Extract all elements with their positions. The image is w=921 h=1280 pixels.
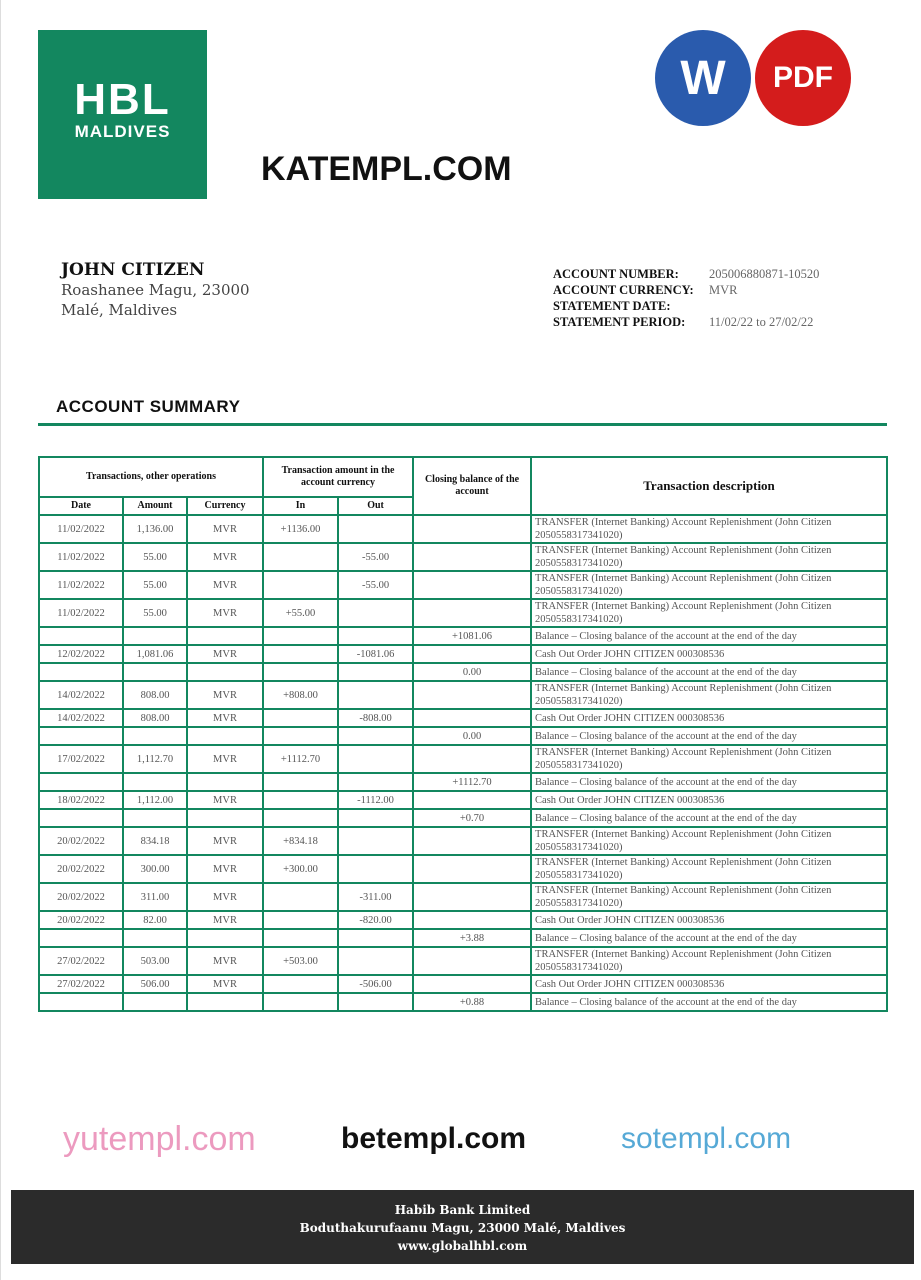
cell-amount: 1,112.00 <box>123 791 187 809</box>
cell-amount: 1,081.06 <box>123 645 187 663</box>
cell-date: 18/02/2022 <box>39 791 123 809</box>
cell-closing-balance: 0.00 <box>413 663 531 681</box>
cell-description: Balance – Closing balance of the account at the end of the day <box>531 929 887 947</box>
cell-description: Balance – Closing balance of the account at the end of the day <box>531 773 887 791</box>
cell-out <box>338 929 413 947</box>
cell-out: -506.00 <box>338 975 413 993</box>
cell-in: +808.00 <box>263 681 338 709</box>
cell-closing-balance <box>413 911 531 929</box>
table-row <box>39 727 887 745</box>
header-currency: Currency <box>187 497 263 515</box>
cell-in <box>263 627 338 645</box>
header-amount: Amount <box>123 497 187 515</box>
cell-out <box>338 855 413 883</box>
customer-address-2: Malé, Maldives <box>61 301 178 319</box>
cell-out: -311.00 <box>338 883 413 911</box>
table-row <box>39 681 887 709</box>
account-info <box>553 266 819 330</box>
cell-currency <box>187 809 263 827</box>
cell-closing-balance <box>413 543 531 571</box>
cell-closing-balance <box>413 883 531 911</box>
cell-amount: 808.00 <box>123 709 187 727</box>
cell-amount: 808.00 <box>123 681 187 709</box>
cell-currency: MVR <box>187 515 263 543</box>
footer-bank-name: Habib Bank Limited <box>394 1203 531 1217</box>
header-description: Transaction description <box>531 457 887 515</box>
cell-amount: 311.00 <box>123 883 187 911</box>
statement-period-label: STATEMENT PERIOD: <box>553 315 686 329</box>
cell-in <box>263 929 338 947</box>
cell-currency: MVR <box>187 645 263 663</box>
cell-date <box>39 993 123 1011</box>
cell-date: 20/02/2022 <box>39 855 123 883</box>
cell-amount: 82.00 <box>123 911 187 929</box>
cell-date: 14/02/2022 <box>39 681 123 709</box>
statement-period: 11/02/22 to 27/02/22 <box>709 315 814 329</box>
cell-closing-balance <box>413 645 531 663</box>
cell-date: 20/02/2022 <box>39 883 123 911</box>
cell-in: +300.00 <box>263 855 338 883</box>
cell-closing-balance: +1081.06 <box>413 627 531 645</box>
table-row <box>39 791 887 809</box>
cell-closing-balance <box>413 515 531 543</box>
cell-closing-balance <box>413 947 531 975</box>
logo-sub-text: MALDIVES <box>74 122 171 141</box>
cell-currency: MVR <box>187 709 263 727</box>
cell-description: TRANSFER (Internet Banking) Account Replenishment (John Citizen 2050558317341020) <box>531 599 887 627</box>
logo-main-text: HBL <box>74 75 171 124</box>
cell-out <box>338 993 413 1011</box>
cell-currency: MVR <box>187 571 263 599</box>
customer-block <box>61 260 250 320</box>
cell-amount <box>123 929 187 947</box>
watermark-katempl: KATEMPL.COM <box>261 150 512 188</box>
cell-currency: MVR <box>187 827 263 855</box>
cell-date <box>39 663 123 681</box>
account-currency: MVR <box>709 283 738 297</box>
cell-currency <box>187 993 263 1011</box>
table-row <box>39 911 887 929</box>
cell-out <box>338 947 413 975</box>
cell-date: 14/02/2022 <box>39 709 123 727</box>
cell-description: Cash Out Order JOHN CITIZEN 000308536 <box>531 709 887 727</box>
header-date: Date <box>39 497 123 515</box>
cell-out: -1081.06 <box>338 645 413 663</box>
cell-amount <box>123 627 187 645</box>
table-row <box>39 627 887 645</box>
cell-closing-balance <box>413 855 531 883</box>
table-row <box>39 855 887 883</box>
table-row <box>39 975 887 993</box>
watermark-betempl: betempl.com <box>341 1122 527 1155</box>
cell-date: 20/02/2022 <box>39 911 123 929</box>
cell-out: -1112.00 <box>338 791 413 809</box>
cell-in <box>263 727 338 745</box>
cell-description: Balance – Closing balance of the account at the end of the day <box>531 663 887 681</box>
footer-address: Boduthakurufaanu Magu, 23000 Malé, Maldives <box>299 1221 626 1235</box>
cell-currency: MVR <box>187 681 263 709</box>
cell-currency: MVR <box>187 911 263 929</box>
cell-out <box>338 663 413 681</box>
cell-description: TRANSFER (Internet Banking) Account Replenishment (John Citizen 2050558317341020) <box>531 745 887 773</box>
cell-currency <box>187 773 263 791</box>
cell-closing-balance <box>413 791 531 809</box>
customer-name: JOHN CITIZEN <box>61 260 205 280</box>
cell-description: TRANSFER (Internet Banking) Account Replenishment (John Citizen 2050558317341020) <box>531 947 887 975</box>
table-row <box>39 929 887 947</box>
cell-amount: 506.00 <box>123 975 187 993</box>
cell-closing-balance: +0.88 <box>413 993 531 1011</box>
cell-in <box>263 709 338 727</box>
table-row <box>39 773 887 791</box>
cell-amount <box>123 809 187 827</box>
cell-closing-balance: 0.00 <box>413 727 531 745</box>
cell-in <box>263 911 338 929</box>
cell-description: Balance – Closing balance of the account at the end of the day <box>531 627 887 645</box>
cell-date: 20/02/2022 <box>39 827 123 855</box>
cell-out <box>338 809 413 827</box>
cell-date <box>39 627 123 645</box>
cell-amount <box>123 663 187 681</box>
cell-description: Balance – Closing balance of the account at the end of the day <box>531 727 887 745</box>
cell-amount: 55.00 <box>123 571 187 599</box>
cell-out: -55.00 <box>338 571 413 599</box>
cell-in: +1112.70 <box>263 745 338 773</box>
cell-in: +503.00 <box>263 947 338 975</box>
cell-currency: MVR <box>187 883 263 911</box>
cell-closing-balance <box>413 827 531 855</box>
cell-out: -808.00 <box>338 709 413 727</box>
cell-currency <box>187 929 263 947</box>
cell-date: 11/02/2022 <box>39 571 123 599</box>
cell-closing-balance <box>413 709 531 727</box>
header-in: In <box>263 497 338 515</box>
cell-description: TRANSFER (Internet Banking) Account Replenishment (John Citizen 2050558317341020) <box>531 883 887 911</box>
cell-amount: 503.00 <box>123 947 187 975</box>
cell-in <box>263 809 338 827</box>
table-row <box>39 809 887 827</box>
cell-amount: 55.00 <box>123 543 187 571</box>
cell-description: TRANSFER (Internet Banking) Account Replenishment (John Citizen 2050558317341020) <box>531 681 887 709</box>
cell-out <box>338 727 413 745</box>
cell-amount <box>123 993 187 1011</box>
cell-currency <box>187 727 263 745</box>
cell-in <box>263 975 338 993</box>
cell-in <box>263 663 338 681</box>
account-number-label: ACCOUNT NUMBER: <box>553 267 679 281</box>
table-row <box>39 645 887 663</box>
cell-amount: 834.18 <box>123 827 187 855</box>
cell-description: TRANSFER (Internet Banking) Account Replenishment (John Citizen 2050558317341020) <box>531 855 887 883</box>
cell-date <box>39 809 123 827</box>
account-currency-label: ACCOUNT CURRENCY: <box>553 283 694 297</box>
hbl-logo <box>38 30 207 199</box>
cell-date: 11/02/2022 <box>39 515 123 543</box>
cell-description: TRANSFER (Internet Banking) Account Replenishment (John Citizen 2050558317341020) <box>531 571 887 599</box>
customer-address-1: Roashanee Magu, 23000 <box>61 281 250 299</box>
watermark-yutempl: yutempl.com <box>63 1120 256 1158</box>
cell-currency <box>187 627 263 645</box>
cell-out <box>338 773 413 791</box>
cell-closing-balance <box>413 571 531 599</box>
cell-out: -55.00 <box>338 543 413 571</box>
cell-amount: 1,136.00 <box>123 515 187 543</box>
cell-out <box>338 599 413 627</box>
account-summary-title: ACCOUNT SUMMARY <box>56 397 241 416</box>
table-row <box>39 883 887 911</box>
cell-date: 27/02/2022 <box>39 947 123 975</box>
table-row <box>39 993 887 1011</box>
cell-closing-balance: +0.70 <box>413 809 531 827</box>
table-row <box>39 827 887 855</box>
cell-in <box>263 993 338 1011</box>
watermark-sotempl: sotempl.com <box>621 1122 792 1155</box>
table-row <box>39 571 887 599</box>
cell-description: TRANSFER (Internet Banking) Account Replenishment (John Citizen 2050558317341020) <box>531 515 887 543</box>
footer <box>11 1190 914 1264</box>
cell-amount <box>123 773 187 791</box>
cell-description: TRANSFER (Internet Banking) Account Replenishment (John Citizen 2050558317341020) <box>531 543 887 571</box>
cell-amount: 1,112.70 <box>123 745 187 773</box>
table-row <box>39 947 887 975</box>
cell-date: 27/02/2022 <box>39 975 123 993</box>
cell-in: +834.18 <box>263 827 338 855</box>
cell-date: 12/02/2022 <box>39 645 123 663</box>
table-row <box>39 515 887 543</box>
cell-date <box>39 929 123 947</box>
cell-description: TRANSFER (Internet Banking) Account Replenishment (John Citizen 2050558317341020) <box>531 827 887 855</box>
cell-out <box>338 515 413 543</box>
cell-in <box>263 571 338 599</box>
cell-closing-balance <box>413 681 531 709</box>
cell-out <box>338 627 413 645</box>
cell-date <box>39 773 123 791</box>
table-row <box>39 543 887 571</box>
cell-in <box>263 791 338 809</box>
account-number: 205006880871-10520 <box>709 267 820 281</box>
cell-in <box>263 645 338 663</box>
cell-description: Balance – Closing balance of the account at the end of the day <box>531 809 887 827</box>
footer-website[interactable]: www.globalhbl.com <box>397 1239 528 1253</box>
cell-description: Cash Out Order JOHN CITIZEN 000308536 <box>531 791 887 809</box>
cell-in <box>263 883 338 911</box>
cell-in: +55.00 <box>263 599 338 627</box>
cell-date: 17/02/2022 <box>39 745 123 773</box>
header-transactions: Transactions, other operations <box>39 457 263 497</box>
table-row <box>39 709 887 727</box>
cell-closing-balance <box>413 599 531 627</box>
cell-currency: MVR <box>187 543 263 571</box>
statement-date-label: STATEMENT DATE: <box>553 299 671 313</box>
cell-description: Cash Out Order JOHN CITIZEN 000308536 <box>531 975 887 993</box>
cell-out <box>338 827 413 855</box>
cell-amount <box>123 727 187 745</box>
cell-date: 11/02/2022 <box>39 543 123 571</box>
cell-in <box>263 543 338 571</box>
cell-out: -820.00 <box>338 911 413 929</box>
word-download-icon[interactable]: W <box>655 30 751 126</box>
cell-description: Balance – Closing balance of the account at the end of the day <box>531 993 887 1011</box>
cell-closing-balance: +3.88 <box>413 929 531 947</box>
cell-amount: 55.00 <box>123 599 187 627</box>
cell-out <box>338 681 413 709</box>
cell-closing-balance <box>413 745 531 773</box>
header-amount-group: Transaction amount in the account currency <box>263 457 413 497</box>
cell-date <box>39 727 123 745</box>
table-row <box>39 745 887 773</box>
cell-closing-balance: +1112.70 <box>413 773 531 791</box>
cell-currency: MVR <box>187 855 263 883</box>
cell-currency: MVR <box>187 947 263 975</box>
cell-currency: MVR <box>187 599 263 627</box>
cell-currency <box>187 663 263 681</box>
table-row <box>39 599 887 627</box>
cell-in <box>263 773 338 791</box>
transactions-table <box>38 456 888 1012</box>
cell-currency: MVR <box>187 745 263 773</box>
table-row <box>39 663 887 681</box>
cell-in: +1136.00 <box>263 515 338 543</box>
cell-currency: MVR <box>187 975 263 993</box>
cell-description: Cash Out Order JOHN CITIZEN 000308536 <box>531 645 887 663</box>
cell-description: Cash Out Order JOHN CITIZEN 000308536 <box>531 911 887 929</box>
cell-date: 11/02/2022 <box>39 599 123 627</box>
cell-currency: MVR <box>187 791 263 809</box>
divider <box>38 423 887 426</box>
header-out: Out <box>338 497 413 515</box>
cell-out <box>338 745 413 773</box>
pdf-download-icon[interactable]: PDF <box>755 30 851 126</box>
header-closing-balance: Closing balance of the account <box>413 457 531 515</box>
cell-closing-balance <box>413 975 531 993</box>
cell-amount: 300.00 <box>123 855 187 883</box>
